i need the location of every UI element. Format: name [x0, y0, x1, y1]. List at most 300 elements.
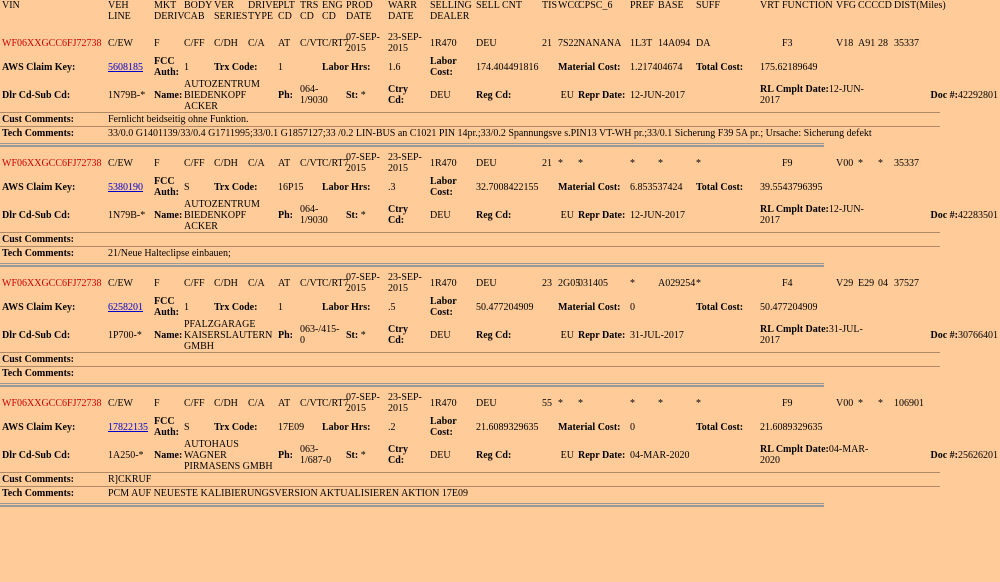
dealer-row: [0, 78, 1000, 113]
col-tis: TIS: [542, 0, 557, 11]
sell-cnt-value: DEU: [476, 277, 497, 289]
total-cost-label: Total Cost:: [696, 61, 744, 73]
claim-row: [0, 296, 1000, 318]
col-body-cab: BODY CAB: [184, 0, 212, 22]
dist-value: 35337: [894, 157, 919, 169]
doc-label: Doc #:: [930, 449, 958, 461]
vfg-value: V00: [836, 157, 854, 169]
header-row: [0, 0, 1000, 30]
fcc-auth-label: FCC Auth:: [154, 296, 180, 318]
labor-hrs-label: Labor Hrs:: [322, 61, 371, 73]
claim-key-link[interactable]: 5608185: [108, 61, 143, 73]
col-warr-date: WARR DATE: [388, 0, 417, 22]
dist-value: 35337: [894, 37, 919, 49]
reg-cd-label: Reg Cd:: [476, 89, 512, 101]
labor-cost-value: 32.7008422155: [476, 181, 539, 193]
fcc-auth-label: FCC Auth:: [154, 176, 180, 198]
total-cost-value: 39.5543796395: [760, 181, 823, 193]
pref-value: *: [630, 397, 635, 409]
ver-series-value: C/DH: [214, 157, 238, 169]
labor-hrs-label: Labor Hrs:: [322, 421, 371, 433]
col-selling-dealer: SELLING DEALER: [430, 0, 472, 22]
tech-comments-row: [0, 247, 1000, 261]
function-value: F9: [782, 157, 793, 169]
warr-date-value: 23-SEP-2015: [388, 392, 422, 414]
cust-comments-row: [0, 473, 1000, 487]
ph-label: Ph:: [278, 89, 293, 101]
rl-date-value: 31-JUL-2017: [760, 324, 863, 346]
st-label: St:: [346, 89, 359, 101]
divider-line: [0, 385, 824, 387]
col-vrt: VRT: [760, 0, 780, 11]
dlr-value: 1N79B-*: [108, 209, 146, 221]
col-sell-cnt: SELL CNT: [476, 0, 523, 11]
claim-row: [0, 416, 1000, 438]
st-value: *: [360, 89, 366, 101]
drive-type-value: C/A: [248, 397, 265, 409]
vehicle-row: [0, 30, 1000, 56]
cpsc-value: *: [578, 157, 583, 169]
material-cost-value: 1.217404674: [630, 61, 683, 73]
ctry-cd-label: Ctry Cd:: [388, 444, 408, 466]
plt-cd-value: AT: [278, 277, 291, 289]
st-value: *: [360, 209, 366, 221]
fcc-value: 1: [184, 61, 189, 73]
tech-comments-value: PCM AUF NEUESTE KALIBIERUNGSVERSION AKTUALISIEREN AKTION 17E09: [106, 487, 940, 501]
record-separator: [0, 140, 1000, 150]
doc-value: 25626201: [958, 449, 998, 461]
plt-cd-value: AT: [278, 37, 291, 49]
vfg-value: V18: [836, 37, 854, 49]
body-cab-value: C/FF: [184, 37, 205, 49]
divider-line: [0, 383, 824, 384]
eng-cd-value: C/RT7: [322, 277, 349, 289]
pref-value: *: [630, 277, 635, 289]
vin-value: WF06XXGCC6FJ72738: [2, 397, 102, 409]
suff-value: *: [696, 157, 701, 169]
doc-value: 42283501: [958, 209, 998, 221]
wcc-value: 2G05: [558, 277, 581, 289]
vfg-value: V29: [836, 277, 854, 289]
col-mkt-deriv: MKT DERIV: [154, 0, 185, 22]
fcc-value: S: [184, 181, 190, 193]
repr-date-label: Repr Date:: [578, 449, 626, 461]
vin-value: WF06XXGCC6FJ72738: [2, 37, 102, 49]
divider-line: [0, 143, 824, 144]
rl-cmplt-label: RL Cmplt Date:: [760, 84, 829, 95]
drive-type-value: C/A: [248, 277, 265, 289]
col-pref: PREF: [630, 0, 654, 11]
cd-value: *: [878, 397, 883, 409]
cust-comments-value: [106, 233, 940, 247]
col-cd: CD: [878, 0, 892, 11]
divider-line: [0, 503, 824, 504]
col-ver-series: VER SERIES: [214, 0, 248, 22]
aws-claim-key-label: AWS Claim Key:: [2, 421, 76, 433]
selling-dealer-value: 1R470: [430, 397, 457, 409]
material-cost-label: Material Cost:: [558, 61, 621, 73]
mkt-deriv-value: F: [154, 277, 160, 289]
vin-value: WF06XXGCC6FJ72738: [2, 277, 102, 289]
ver-series-value: C/DH: [214, 277, 238, 289]
prod-date-value: 07-SEP-2015: [346, 32, 380, 54]
dealer-name-value: AUTOZENTRUM BIEDENKOPF ACKER: [184, 78, 260, 112]
tis-value: 55: [542, 397, 552, 409]
base-value: *: [658, 157, 663, 169]
tech-comments-label: Tech Comments:: [0, 487, 106, 501]
wcc-value: 7S22: [558, 37, 579, 49]
repr-date-value: 04-MAR-2020: [630, 449, 690, 461]
trs-cd-value: C/VT: [300, 397, 323, 409]
reg-value: EU: [560, 449, 574, 461]
function-value: F3: [782, 37, 793, 49]
ph-label: Ph:: [278, 329, 293, 341]
mkt-deriv-value: F: [154, 37, 160, 49]
col-eng-cd: ENG CD: [322, 0, 343, 22]
labor-cost-value: 21.6089329635: [476, 421, 539, 433]
rl-cmplt-label: RL Cmplt Date:: [760, 204, 829, 215]
warr-date-value: 23-SEP-2015: [388, 32, 422, 54]
material-cost-label: Material Cost:: [558, 301, 621, 313]
dealer-row: [0, 198, 1000, 233]
labor-cost-label: Labor Cost:: [430, 56, 457, 78]
vrt-value: [758, 390, 780, 416]
record-separator: [0, 500, 1000, 510]
vfg-value: V00: [836, 397, 854, 409]
body-cab-value: C/FF: [184, 277, 205, 289]
sell-cnt-value: DEU: [476, 37, 497, 49]
plt-cd-value: AT: [278, 397, 291, 409]
trx-value: 16P15: [278, 181, 304, 193]
repr-date-value: 12-JUN-2017: [630, 209, 685, 221]
divider-line: [0, 265, 824, 267]
ver-series-value: C/DH: [214, 37, 238, 49]
material-cost-label: Material Cost:: [558, 421, 621, 433]
total-cost-label: Total Cost:: [696, 421, 744, 433]
tis-value: 21: [542, 37, 552, 49]
total-cost-value: 175.62189649: [760, 61, 818, 73]
vrt-value: [758, 30, 780, 56]
veh-line-value: C/EW: [108, 157, 133, 169]
ccc-value: A91: [858, 37, 876, 49]
ccc-value: E29: [858, 277, 875, 289]
record-separator: [0, 260, 1000, 270]
dlr-cd-label: Dlr Cd-Sub Cd:: [2, 329, 71, 341]
ctry-value: DEU: [430, 449, 451, 461]
claim-row: [0, 56, 1000, 78]
ph-value: 063-1/687-0: [300, 444, 332, 466]
pref-value: 1L3T: [630, 37, 653, 49]
ccc-value: *: [858, 157, 863, 169]
aws-claim-key-label: AWS Claim Key:: [2, 61, 76, 73]
rl-date-value: 12-JUN-2017: [760, 84, 864, 106]
dlr-cd-label: Dlr Cd-Sub Cd:: [2, 209, 71, 221]
tech-comments-row: [0, 127, 1000, 141]
fcc-auth-label: FCC Auth:: [154, 416, 180, 438]
wcc-value: *: [558, 157, 563, 169]
ph-value: 064-1/9030: [300, 84, 328, 106]
repr-date-label: Repr Date:: [578, 89, 626, 101]
vrt-value: [758, 150, 780, 176]
prod-date-value: 07-SEP-2015: [346, 152, 380, 174]
body-cab-value: C/FF: [184, 157, 205, 169]
body-cab-value: C/FF: [184, 397, 205, 409]
ctry-cd-label: Ctry Cd:: [388, 204, 408, 226]
drive-type-value: C/A: [248, 37, 265, 49]
vrt-value: [758, 270, 780, 296]
veh-line-value: C/EW: [108, 37, 133, 49]
doc-label: Doc #:: [930, 89, 958, 101]
dealer-name-value: PFALZGARAGE KAISERSLAUTERN GMBH: [184, 318, 273, 352]
rl-date-value: 12-JUN-2017: [760, 204, 864, 226]
labor-cost-value: 174.404491816: [476, 61, 539, 73]
ph-label: Ph:: [278, 209, 293, 221]
tech-comments-label: Tech Comments:: [0, 247, 106, 261]
ctry-value: DEU: [430, 89, 451, 101]
col-plt-cd: PLT CD: [278, 0, 295, 22]
vehicle-row: [0, 390, 1000, 416]
tis-value: 23: [542, 277, 552, 289]
dealer-name-value: AUTOHAUS WAGNER PIRMASENS GMBH: [184, 438, 273, 472]
rl-cmplt-label: RL Cmplt Date:: [760, 444, 829, 455]
vehicle-row: [0, 150, 1000, 176]
ctry-cd-label: Ctry Cd:: [388, 324, 408, 346]
col-dist: DIST(Miles): [894, 0, 946, 11]
ctry-value: DEU: [430, 329, 451, 341]
eng-cd-value: C/RT7: [322, 37, 349, 49]
eng-cd-value: C/RT7: [322, 397, 349, 409]
dlr-value: 1N79B-*: [108, 89, 146, 101]
cust-comments-value: Fernlicht beidseitig ohne Funktion.: [106, 113, 940, 127]
vehicle-row: [0, 270, 1000, 296]
dist-value: 106901: [894, 397, 924, 409]
trx-value: 1: [278, 301, 283, 313]
ver-series-value: C/DH: [214, 397, 238, 409]
aws-claim-key-label: AWS Claim Key:: [2, 181, 76, 193]
labor-hrs-label: Labor Hrs:: [322, 301, 371, 313]
ccc-value: *: [858, 397, 863, 409]
col-trs-cd: TRS CD: [300, 0, 319, 22]
base-value: A029254: [658, 277, 696, 289]
reg-cd-label: Reg Cd:: [476, 449, 512, 461]
col-veh-line: VEH LINE: [108, 0, 131, 22]
cust-comments-label: Cust Comments:: [0, 353, 106, 367]
ph-value: 064-1/9030: [300, 204, 328, 226]
total-cost-label: Total Cost:: [696, 181, 744, 193]
ph-value: 063-/415-0: [300, 324, 340, 346]
fcc-value: S: [184, 421, 190, 433]
cust-comments-label: Cust Comments:: [0, 113, 106, 127]
vin-value: WF06XXGCC6FJ72738: [2, 157, 102, 169]
records-body: [0, 30, 1000, 510]
dlr-cd-label: Dlr Cd-Sub Cd:: [2, 449, 71, 461]
ctry-cd-label: Ctry Cd:: [388, 84, 408, 106]
cust-comments-value: R]CKRUF: [106, 473, 940, 487]
tech-comments-row: [0, 367, 1000, 381]
selling-dealer-value: 1R470: [430, 37, 457, 49]
eng-cd-value: C/RT7: [322, 157, 349, 169]
cpsc-value: 031405: [578, 277, 608, 289]
suff-value: *: [696, 397, 701, 409]
wcc-value: *: [558, 397, 563, 409]
col-vin: VIN: [2, 0, 20, 11]
plt-cd-value: AT: [278, 157, 291, 169]
base-value: 14A094: [658, 37, 691, 49]
st-value: *: [360, 449, 366, 461]
repr-date-label: Repr Date:: [578, 209, 626, 221]
reg-value: EU: [560, 209, 574, 221]
claim-key-link[interactable]: 5380190: [108, 181, 143, 193]
function-value: F4: [782, 277, 793, 289]
cust-comments-label: Cust Comments:: [0, 233, 106, 247]
total-cost-label: Total Cost:: [696, 301, 744, 313]
cd-value: 04: [878, 277, 888, 289]
labor-cost-label: Labor Cost:: [430, 416, 457, 438]
tech-comments-label: Tech Comments:: [0, 127, 106, 141]
selling-dealer-value: 1R470: [430, 277, 457, 289]
labor-cost-label: Labor Cost:: [430, 176, 457, 198]
tech-comments-row: [0, 487, 1000, 501]
material-cost-value: 6.853537424: [630, 181, 683, 193]
dlr-value: 1P700-*: [108, 329, 142, 341]
col-suff: SUFF: [696, 0, 720, 11]
trx-code-label: Trx Code:: [214, 421, 258, 433]
cpsc-value: NANANA: [578, 37, 622, 49]
reg-value: EU: [560, 329, 574, 341]
dlr-value: 1A250-*: [108, 449, 144, 461]
dist-value: 37527: [894, 277, 919, 289]
claim-key-link[interactable]: 6258201: [108, 301, 143, 313]
repr-date-label: Repr Date:: [578, 329, 626, 341]
cust-comments-label: Cust Comments:: [0, 473, 106, 487]
sell-cnt-value: DEU: [476, 157, 497, 169]
sell-cnt-value: DEU: [476, 397, 497, 409]
col-drive-type: DRIVE TYPE: [248, 0, 279, 22]
record-separator: [0, 380, 1000, 390]
claim-key-link[interactable]: 17822135: [108, 421, 148, 433]
trx-value: 1: [278, 61, 283, 73]
labor-hrs-label: Labor Hrs:: [322, 181, 371, 193]
divider-line: [0, 263, 824, 264]
dealer-row: [0, 438, 1000, 473]
trx-code-label: Trx Code:: [214, 301, 258, 313]
cust-comments-value: [106, 353, 940, 367]
labor-cost-label: Labor Cost:: [430, 296, 457, 318]
suff-value: *: [696, 277, 701, 289]
reg-cd-label: Reg Cd:: [476, 209, 512, 221]
cpsc-value: *: [578, 397, 583, 409]
doc-value: 30766401: [958, 329, 998, 341]
labor-hrs-value: .5: [388, 301, 396, 313]
tech-comments-value: 33/0.0 G1401139/33/0.4 G1711995;33/0.1 G1857127;33 /0.2 LIN-BUS an C1021 PIN 14pr.;33/0.2 Spannungsve s.PIN13 VT-WH pr.;33/0.1 Sicherung F39 5A pr.; Ursache: Sicherung defekt: [106, 127, 940, 141]
trs-cd-value: C/VT: [300, 157, 323, 169]
mkt-deriv-value: F: [154, 397, 160, 409]
ctry-value: DEU: [430, 209, 451, 221]
prod-date-value: 07-SEP-2015: [346, 272, 380, 294]
warr-date-value: 23-SEP-2015: [388, 152, 422, 174]
dealer-name-value: AUTOZENTRUM BIEDENKOPF ACKER: [184, 198, 260, 232]
col-cpsc: CPSC_6: [578, 0, 613, 11]
tech-comments-value: [106, 367, 940, 381]
name-label: Name:: [154, 449, 183, 461]
fcc-value: 1: [184, 301, 189, 313]
reg-cd-label: Reg Cd:: [476, 329, 512, 341]
col-ccc: CCC: [858, 0, 879, 11]
total-cost-value: 21.6089329635: [760, 421, 823, 433]
base-value: *: [658, 397, 663, 409]
cust-comments-row: [0, 113, 1000, 127]
claim-row: [0, 176, 1000, 198]
mkt-deriv-value: F: [154, 157, 160, 169]
material-cost-label: Material Cost:: [558, 181, 621, 193]
st-label: St:: [346, 329, 359, 341]
veh-line-value: C/EW: [108, 397, 133, 409]
cd-value: 28: [878, 37, 888, 49]
cust-comments-row: [0, 233, 1000, 247]
st-label: St:: [346, 449, 359, 461]
veh-line-value: C/EW: [108, 277, 133, 289]
total-cost-value: 50.477204909: [760, 301, 818, 313]
trs-cd-value: C/VT: [300, 37, 323, 49]
labor-cost-value: 50.477204909: [476, 301, 534, 313]
ph-label: Ph:: [278, 449, 293, 461]
trs-cd-value: C/VT: [300, 277, 323, 289]
labor-hrs-value: 1.6: [388, 61, 401, 73]
st-label: St:: [346, 209, 359, 221]
divider-line: [0, 145, 824, 147]
prod-date-value: 07-SEP-2015: [346, 392, 380, 414]
doc-value: 42292801: [958, 89, 998, 101]
col-wcc: WCC: [558, 0, 581, 11]
cust-comments-row: [0, 353, 1000, 367]
labor-hrs-value: .3: [388, 181, 396, 193]
dealer-row: [0, 318, 1000, 353]
tech-comments-label: Tech Comments:: [0, 367, 106, 381]
pref-value: *: [630, 157, 635, 169]
rl-date-value: 04-MAR-2020: [760, 444, 869, 466]
selling-dealer-value: 1R470: [430, 157, 457, 169]
drive-type-value: C/A: [248, 157, 265, 169]
repr-date-value: 31-JUL-2017: [630, 329, 684, 341]
repr-date-value: 12-JUN-2017: [630, 89, 685, 101]
suff-value: DA: [696, 37, 711, 49]
tis-value: 21: [542, 157, 552, 169]
aws-claim-key-label: AWS Claim Key:: [2, 301, 76, 313]
st-value: *: [360, 329, 366, 341]
name-label: Name:: [154, 329, 183, 341]
warr-date-value: 23-SEP-2015: [388, 272, 422, 294]
material-cost-value: 0: [630, 301, 635, 313]
material-cost-value: 0: [630, 421, 635, 433]
col-vfg: VFG: [836, 0, 857, 11]
col-base: BASE: [658, 0, 684, 11]
name-label: Name:: [154, 209, 183, 221]
divider-line: [0, 505, 824, 507]
labor-hrs-value: .2: [388, 421, 396, 433]
reg-value: EU: [560, 89, 574, 101]
cd-value: *: [878, 157, 883, 169]
col-function: FUNCTION: [782, 0, 833, 11]
tech-comments-value: 21/Neue Halteclipse einbauen;: [106, 247, 940, 261]
trx-code-label: Trx Code:: [214, 181, 258, 193]
name-label: Name:: [154, 89, 183, 101]
trx-code-label: Trx Code:: [214, 61, 258, 73]
dlr-cd-label: Dlr Cd-Sub Cd:: [2, 89, 71, 101]
trx-value: 17E09: [278, 421, 305, 433]
doc-label: Doc #:: [930, 329, 958, 341]
function-value: F9: [782, 397, 793, 409]
col-prod-date: PROD DATE: [346, 0, 373, 22]
